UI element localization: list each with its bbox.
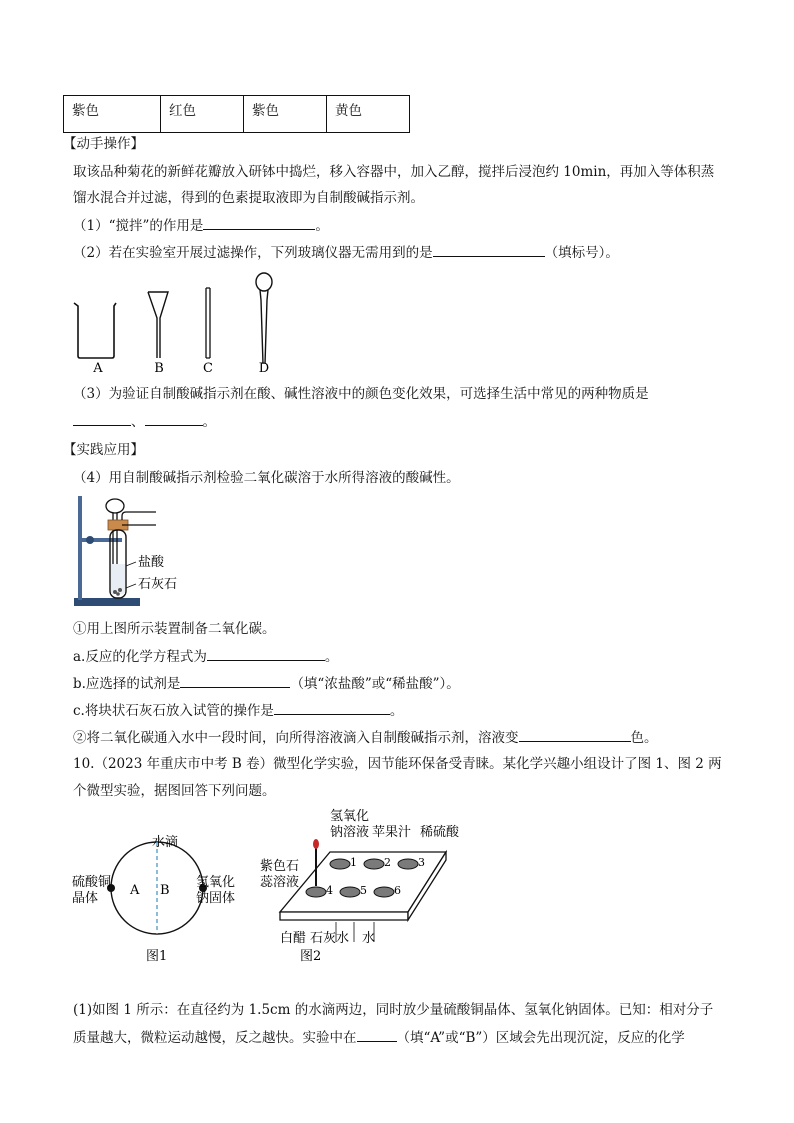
well-label: 2 — [384, 856, 391, 869]
label-apple-juice: 苹果汁 — [372, 825, 412, 840]
funnel-icon — [148, 292, 168, 358]
sub-question-a — [73, 646, 338, 667]
well-label: 5 — [360, 884, 367, 897]
glassware-figure — [68, 270, 298, 380]
question-10-line: 个微型实验，据图回答下列问题。 — [73, 783, 276, 799]
label-naoh-1: 氢氧化 — [330, 809, 370, 824]
region-b: B — [160, 883, 170, 898]
question-text: （1）“搅拌”的作用是 — [73, 218, 204, 234]
answer-blank[interactable] — [203, 215, 315, 230]
question-text: （填“A”或“B”）区域会先出现沉淀，反应的化学 — [396, 1030, 685, 1046]
dropper-icon — [256, 273, 272, 364]
question-3-answer — [73, 411, 216, 432]
label-limewater: 石灰水 — [310, 931, 350, 946]
table-cell: 紫色 — [64, 96, 161, 133]
question-text: （填标号）。 — [544, 245, 619, 261]
section-hands-on: 【动手操作】 — [63, 136, 144, 152]
sub-question-b — [73, 673, 460, 694]
figure-2-caption: 图2 — [300, 949, 322, 964]
label-copper-sulfate-1: 硫酸铜 — [72, 875, 112, 890]
question-text: ②将二氧化碳通入水中一段时间，向所得溶液滴入自制酸碱指示剂，溶液变 — [73, 730, 519, 746]
question-text: 质量越大，微粒运动越慢，反之越快。实验中在 — [73, 1030, 357, 1046]
table-cell: 黄色 — [327, 96, 410, 133]
answer-blank[interactable] — [73, 411, 131, 426]
stand-base — [74, 598, 140, 606]
answer-blank[interactable] — [433, 242, 545, 257]
question-text: b.应选择的试剂是 — [73, 676, 181, 692]
well-label: 6 — [394, 884, 401, 897]
label-copper-sulfate-2: 晶体 — [72, 891, 99, 906]
answer-blank[interactable] — [207, 646, 325, 661]
question-2 — [73, 242, 619, 263]
label-acid: 盐酸 — [138, 555, 165, 570]
label-d: D — [258, 361, 270, 376]
glass-rod-icon — [206, 288, 210, 358]
label-c: C — [203, 361, 213, 376]
answer-blank[interactable] — [519, 727, 631, 742]
beaker-icon — [74, 303, 116, 358]
label-litmus-2: 蕊溶液 — [260, 875, 300, 890]
label-water-drop: 水滴 — [152, 835, 179, 850]
label-naoh-2: 钠固体 — [196, 891, 236, 906]
question-text: 。 — [315, 218, 329, 234]
well-label: 4 — [326, 884, 333, 897]
label-water: 水 — [362, 931, 376, 946]
well-label: 1 — [350, 856, 357, 869]
question-10-1-line — [73, 1027, 685, 1048]
well-label: 3 — [418, 856, 425, 869]
answer-blank[interactable] — [274, 700, 390, 715]
question-1 — [73, 215, 329, 236]
question-text: 。 — [389, 703, 404, 719]
question-text: c.将块状石灰石放入试管的操作是 — [73, 703, 274, 719]
question-text: 。 — [202, 414, 216, 430]
question-10-line: 10.（2023 年重庆市中考 B 卷）微型化学实验，因节能环保备受青睐。某化学兴趣小组设计了图 1、图 2 两 — [73, 756, 722, 772]
region-a: A — [130, 883, 140, 898]
question-10-1-line: (1)如图 1 所示：在直径约为 1.5cm 的水滴两边，同时放少量硫酸铜晶体、氢氧化钠固体。已知：相对分子 — [73, 1002, 714, 1018]
question-text: 。 — [324, 649, 339, 665]
paragraph-line: 取该品种菊花的新鲜花瓣放入研钵中捣烂，移入容器中，加入乙醇，搅拌后浸泡约 10min，再加入等体积蒸 — [73, 164, 715, 180]
color-table — [63, 95, 410, 133]
stand-rod — [78, 496, 82, 600]
answer-blank[interactable] — [145, 411, 203, 426]
answer-blank[interactable] — [357, 1027, 397, 1042]
label-b: B — [154, 361, 164, 376]
question-4: （4）用自制酸碱指示剂检验二氧化碳溶于水所得溶液的酸碱性。 — [73, 470, 460, 486]
sub-question-c — [73, 700, 403, 721]
question-text: a.反应的化学方程式为 — [73, 649, 207, 665]
figure-1-caption: 图1 — [146, 949, 168, 964]
label-vinegar: 白醋 — [280, 931, 307, 946]
section-practice: 【实践应用】 — [63, 442, 144, 458]
label-a: A — [93, 361, 103, 376]
acid-liquid — [111, 564, 125, 594]
figure-2 — [258, 806, 478, 968]
question-text: （2）若在实验室开展过滤操作，下列玻璃仪器无需用到的是 — [73, 245, 433, 261]
sub-question-1: ①用上图所示装置制备二氧化碳。 — [73, 621, 276, 637]
label-naoh-2: 钠溶液 — [330, 825, 370, 840]
sub-question-2 — [73, 727, 658, 748]
figure-1 — [68, 832, 248, 968]
question-text: （填“浓盐酸”或“稀盐酸”）。 — [290, 676, 460, 692]
label-litmus-1: 紫色石 — [260, 859, 300, 874]
answer-blank[interactable] — [180, 673, 290, 688]
question-text: 、 — [131, 414, 145, 430]
co2-apparatus-figure — [70, 492, 180, 610]
question-text: 色。 — [630, 730, 658, 746]
plate-front — [280, 912, 408, 920]
table-cell: 红色 — [161, 96, 244, 133]
clamp-knob — [86, 536, 94, 544]
paragraph-line: 馏水混合并过滤，得到的色素提取液即为自制酸碱指示剂。 — [73, 190, 424, 206]
label-naoh-1: 氢氧化 — [196, 875, 236, 890]
label-limestone: 石灰石 — [138, 577, 178, 592]
question-3: （3）为验证自制酸碱指示剂在酸、碱性溶液中的颜色变化效果，可选择生活中常见的两种物质是 — [73, 386, 649, 402]
label-sulfuric-acid: 稀硫酸 — [420, 825, 460, 840]
table-cell: 紫色 — [244, 96, 327, 133]
